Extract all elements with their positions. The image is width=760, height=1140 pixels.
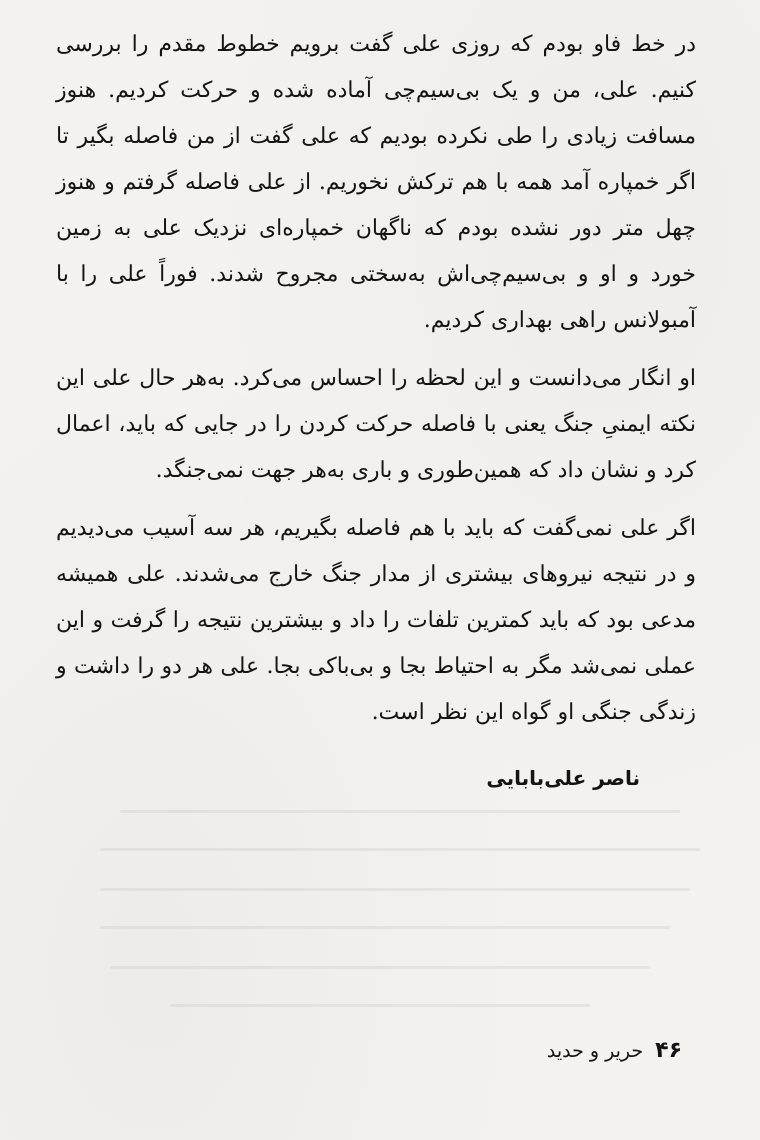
body-text bbox=[56, 22, 696, 736]
reverse-side-show-through bbox=[90, 800, 710, 1060]
page-footer bbox=[547, 1038, 682, 1063]
page-number: ۴۶ bbox=[655, 1038, 682, 1063]
paragraph-2: او انگار می‌دانست و این لحظه را احساس می‌کرد. به‌هر حال علی این نکته ایمنیِ جنگ یعنی با فاصله حرکت کردن را در جایی که باید، اعمال کرد و نشان داد که همین‌طوری و باری به‌هر جهت نمی‌جنگد. bbox=[56, 366, 696, 483]
running-title: حریر و حدید bbox=[546, 1040, 644, 1062]
paragraph-3: اگر علی نمی‌گفت که باید با هم فاصله بگیریم، هر سه آسیب می‌دیدیم و در نتیجه نیروهای بیشتری از مدار جنگ خارج می‌شدند. علی همیشه مدعی بود که باید کمترین تلفات را داد و بیشترین نتیجه را گرفت و این عملی نمی‌شد مگر به احتیاط بجا و بی‌باکی بجا. علی هر دو را داشت و زندگی جنگی او گواه این نظر است. bbox=[56, 516, 696, 725]
paragraph-1: در خط فاو بودم که روزی علی گفت برویم خطوط مقدم را بررسی کنیم. علی، من و یک بی‌سیم‌چی آماده شده و حرکت کردیم. هنوز مسافت زیادی را طی نکرده بودیم که علی گفت از من فاصله بگیر تا اگر خمپاره آمد همه با هم ترکش نخوریم. از علی فاصله گرفتم و هنوز چهل متر دور نشده بودم که ناگهان خمپاره‌ای نزدیک علی به زمین خورد و او و بی‌سیم‌چی‌اش به‌سختی مجروح شدند. فوراً علی را با آمبولانس راهی بهداری کردیم. bbox=[56, 32, 696, 333]
author-signature: ناصر علی‌بابایی bbox=[486, 766, 640, 790]
